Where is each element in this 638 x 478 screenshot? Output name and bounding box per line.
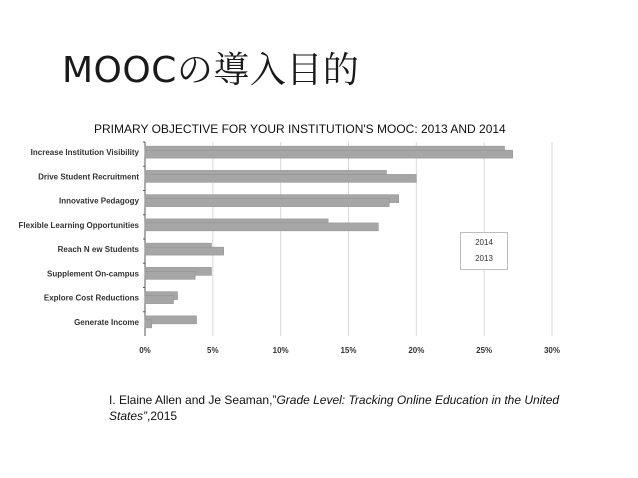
bar-2013-5: [145, 247, 224, 255]
category-label: Flexible Learning Opportunities: [18, 220, 139, 230]
bar-2013-1: [145, 150, 513, 158]
chart-legend: [460, 232, 508, 270]
legend-entry-2014: 2014: [475, 238, 493, 247]
x-tick-label: 0%: [139, 346, 151, 355]
x-tick-label: 25%: [476, 346, 493, 355]
category-label: Innovative Pedagogy: [58, 196, 139, 206]
bar-2013-2: [145, 174, 416, 182]
category-label: Drive Student Recruitment: [38, 172, 139, 182]
category-label: Generate Income: [74, 317, 139, 327]
x-tick-label: 5%: [207, 346, 219, 355]
citation: [109, 392, 579, 424]
legend-entry-2013: 2013: [475, 254, 493, 263]
category-label: Explore Cost Reductions: [43, 293, 139, 303]
x-tick-label: 20%: [408, 346, 425, 355]
bar-2013-3: [145, 199, 389, 207]
chart-bars: [145, 146, 513, 328]
citation-year: ,2015: [147, 409, 178, 423]
chart-title: PRIMARY OBJECTIVE FOR YOUR INSTITUTION'S MOOC: 2013 AND 2014: [94, 122, 506, 136]
x-tick-label: 15%: [340, 346, 357, 355]
category-label: Increase Institution Visibility: [30, 148, 139, 158]
x-tick-label: 30%: [543, 346, 561, 355]
category-label: Supplement On-campus: [46, 269, 139, 279]
x-tick-label: 10%: [272, 346, 289, 355]
bar-2014-8: [145, 316, 197, 324]
bar-2013-4: [145, 223, 378, 231]
bar-2013-8: [145, 320, 152, 328]
bar-2013-6: [145, 271, 195, 279]
slide-title: MOOCの導入目的: [62, 50, 360, 91]
citation-authors: I. Elaine Allen and Je Seaman,”: [109, 393, 277, 407]
bar-chart: [0, 138, 638, 368]
citation-work: Grade Level: Tracking Online Education in the United States”: [109, 393, 560, 423]
category-label: Reach N ew Students: [57, 245, 139, 255]
bar-2013-7: [145, 296, 173, 304]
